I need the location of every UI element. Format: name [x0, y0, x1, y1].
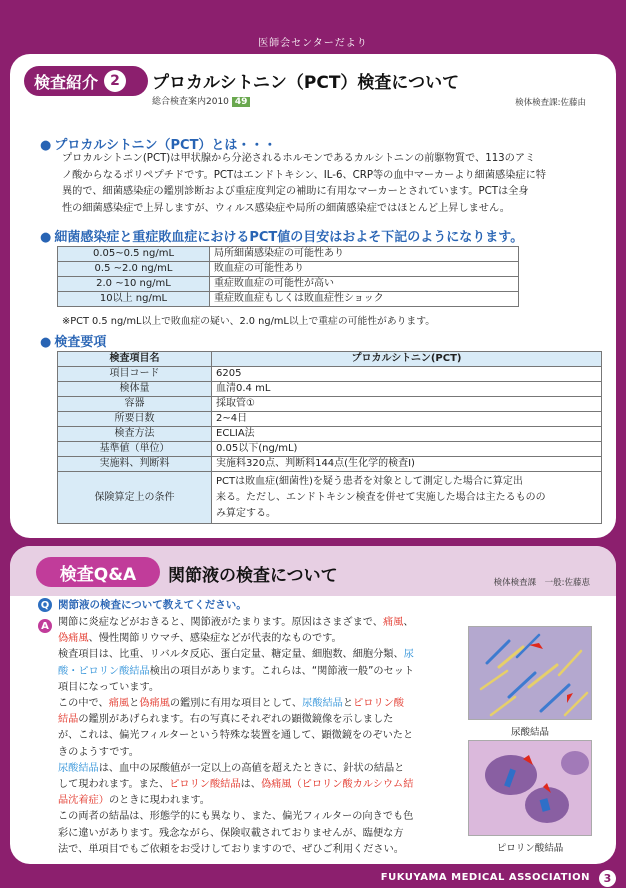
sec1-line: 異的で、細菌感染症の鑑別診断および重症度判定の補助に有用なマーカーとされています。PCTは全身	[62, 186, 529, 198]
answer-span: のときに現われます。	[108, 795, 210, 807]
table-row	[58, 292, 519, 307]
article2-title: 関節液の検査について	[168, 566, 338, 586]
answer-span: 関節に炎症などがおきると、関節液がたまります。原因はさまざまで、	[58, 617, 383, 628]
answer-span: と	[129, 698, 140, 710]
threshold-meaning: 敗血症の可能性あり	[210, 262, 519, 277]
article1-badge	[24, 66, 148, 96]
highlight-term: 痛風	[382, 617, 404, 628]
answer-span: の鑑別に有用な項目として、	[169, 698, 303, 710]
sec3-heading	[40, 331, 106, 350]
threshold-meaning: 重症敗血症もしくは敗血症性ショック	[210, 292, 519, 307]
table-row	[58, 382, 602, 397]
answer-line	[58, 647, 454, 663]
answer-span: は、血中の尿酸値が一定以上の高値を超えたときに、針状の結晶と	[98, 762, 405, 774]
sec1-paragraph	[62, 151, 584, 217]
spec-key: 検体量	[58, 382, 212, 397]
threshold-range: 2.0 ~10 ng/mL	[58, 277, 210, 292]
table-row	[58, 442, 602, 457]
spec-header-item: 検査項目名	[58, 352, 212, 367]
answer-line	[58, 826, 454, 842]
answer-span: 項目になっています。	[58, 681, 160, 693]
spec-value: ECLIA法	[212, 427, 602, 442]
table-row	[58, 472, 602, 524]
pyrophosphate-crystal-photo	[468, 740, 592, 836]
answer-span: この中で、	[58, 698, 109, 710]
insurance-line: PCTは敗血症(細菌性)を疑う患者を対象として測定した場合に算定出	[216, 475, 523, 487]
threshold-table	[57, 246, 519, 307]
threshold-range: 0.05~0.5 ng/mL	[58, 247, 210, 262]
photo2-caption: ピロリン酸結晶	[496, 843, 564, 854]
highlight-term: 晶沈着症）	[58, 795, 109, 807]
sec1-heading-text: プロカルシトニン（PCT）とは・・・	[54, 138, 277, 153]
answer-span: 検出の項目があります。これらは、“関節液一般”のセット	[149, 665, 415, 677]
spec-value: 血清0.4 mL	[212, 382, 602, 397]
answer-span: と	[342, 698, 354, 710]
highlight-term: ピロリン酸	[353, 698, 404, 710]
spec-key: 実施料、判断料	[58, 457, 212, 472]
table-row	[58, 397, 602, 412]
highlight-term: 尿酸結晶	[58, 762, 99, 774]
uric-acid-crystal-photo	[468, 626, 592, 720]
article1-author: 検体検査課:佐藤由	[515, 98, 586, 108]
table-row	[58, 427, 602, 442]
bullet-icon: ●	[40, 230, 52, 245]
sec1-line: 性の細菌感染症で上昇しますが、ウィルス感染症や局所の細菌感染症ではほとんど上昇しません。	[62, 202, 510, 214]
uric-acid-crystal-image	[469, 627, 592, 720]
threshold-meaning: 重症敗血症の可能性が高い	[210, 277, 519, 292]
spec-value: 実施料320点、判断料144点(生化学的検査I)	[212, 457, 602, 472]
answer-span: 、慢性関節リウマチ、感染症などが代表的なものです。	[88, 633, 342, 645]
answer-span: この両者の結晶は、形態学的にも異なり、また、偏光フィルターの向きでも色	[58, 811, 414, 823]
spec-value: 採取管①	[212, 397, 602, 412]
answer-text	[58, 615, 454, 858]
highlight-term: 尿	[403, 649, 414, 661]
sec1-line: プロカルシトニン(PCT)は甲状腺から分泌されるホルモンであるカルシトニンの前駆物質で、113のアミ	[62, 153, 536, 164]
insurance-line: み算定する。	[216, 507, 276, 519]
footer	[0, 868, 626, 888]
spec-key: 基準値（単位）	[58, 442, 212, 457]
insurance-label: 保険算定上の条件	[58, 472, 212, 524]
question-text: 関節液の検査について教えてください。	[58, 599, 247, 611]
page-number: 3	[599, 870, 616, 887]
footer-text: FUKUYAMA MEDICAL ASSOCIATION	[380, 872, 590, 883]
answer-span: は、	[240, 779, 261, 791]
answer-line	[58, 728, 454, 744]
bullet-icon: ●	[40, 335, 52, 350]
answer-span: 法で、単項目でもご依頼をお受けしておりますので、ぜひご利用ください。	[58, 843, 404, 855]
spec-value: 6205	[212, 367, 602, 382]
answer-line	[58, 615, 454, 631]
spec-value: 0.05以下(ng/mL)	[212, 442, 602, 457]
header-label: 医師会センターだより	[258, 38, 368, 49]
answer-line	[58, 680, 454, 696]
highlight-term: 尿酸結晶	[302, 698, 343, 710]
answer-span: して現われます。また、	[58, 779, 170, 791]
table-row	[58, 277, 519, 292]
table-row	[58, 262, 519, 277]
answer-span: の鑑別があげられます。右の写真にそれぞれの顕微鏡像を示しました	[78, 714, 394, 726]
article2-author: 検体検査課 一般:佐藤恵	[493, 578, 590, 588]
sec3-heading-text: 検査要項	[54, 335, 107, 350]
answer-line	[58, 696, 454, 712]
spec-header-value: プロカルシトニン(PCT)	[212, 352, 602, 367]
sec2-heading-text: 細菌感染症と重症敗血症におけるPCT値の目安はおよそ下記のようになります。	[54, 230, 524, 245]
answer-icon: A	[38, 619, 52, 633]
highlight-term: ピロリン酸結晶	[169, 779, 241, 791]
answer-span: きのようすです。	[58, 746, 139, 758]
highlight-term: 痛風	[108, 698, 130, 710]
question-icon: Q	[38, 598, 52, 612]
article1-title: プロカルシトニン（PCT）検査について	[152, 73, 460, 93]
photo1-caption: 尿酸結晶	[510, 727, 549, 738]
highlight-term: 結晶	[58, 714, 79, 726]
threshold-meaning: 局所細菌感染症の可能性あり	[210, 247, 519, 262]
answer-line	[58, 809, 454, 825]
insurance-line: 来る。ただし、エンドトキシン検査を併せて実施した場合は主たるものの	[216, 491, 546, 503]
answer-span: 彩に違いがあります。残念ながら、保険収載されておりませんが、臨便な方	[58, 827, 404, 839]
insurance-conditions	[212, 472, 602, 524]
threshold-note: ※PCT 0.5 ng/mL以上で敗血症の疑い、2.0 ng/mL以上で重症の可能性があります。	[62, 316, 436, 327]
answer-line	[58, 664, 454, 680]
article2-badge: 検査Q&A	[36, 557, 160, 587]
sec1-line: ノ酸からなるポリペプチドです。PCTはエンドトキシン、IL-6、CRP等の血中マーカーより細菌感染症に特	[62, 169, 546, 181]
highlight-term: 偽痛風	[139, 698, 170, 710]
answer-span: が、これは、偏光フィルターという特殊な装置を通して、顕微鏡をのぞいたと	[58, 730, 414, 742]
spec-value: 2~4日	[212, 412, 602, 427]
article1-series-num: 49	[232, 97, 251, 107]
table-row	[58, 367, 602, 382]
answer-line	[58, 842, 454, 858]
answer-line	[58, 777, 454, 793]
answer-line	[58, 712, 454, 728]
spec-key: 検査方法	[58, 427, 212, 442]
article1-badge-num: 2	[104, 70, 126, 92]
article1-series	[152, 94, 250, 107]
article1-series-label: 総合検査案内2010	[152, 97, 229, 107]
highlight-term: 偽痛風（ピロリン酸カルシウム結	[260, 779, 414, 791]
table-row	[58, 412, 602, 427]
spec-key: 容器	[58, 397, 212, 412]
spec-key: 所要日数	[58, 412, 212, 427]
answer-line	[58, 761, 454, 777]
answer-line	[58, 745, 454, 761]
answer-line	[58, 631, 454, 647]
table-row	[58, 457, 602, 472]
spec-table	[57, 351, 602, 524]
table-row	[58, 247, 519, 262]
threshold-range: 10以上 ng/mL	[58, 292, 210, 307]
threshold-range: 0.5 ~2.0 ng/mL	[58, 262, 210, 277]
pyrophosphate-crystal-image	[469, 741, 592, 836]
bullet-icon: ●	[40, 138, 52, 153]
sec2-heading	[40, 226, 523, 245]
table-header-row	[58, 352, 602, 367]
spec-key: 項目コード	[58, 367, 212, 382]
highlight-term: 偽痛風	[58, 633, 89, 645]
highlight-term: 酸・ピロリン酸結晶	[58, 665, 150, 677]
answer-span: 、	[403, 617, 414, 628]
article1-badge-label: 検査紹介	[34, 72, 99, 92]
answer-span: 検査項目は、比重、リバルタ反応、蛋白定量、糖定量、細胞数、細胞分類、	[58, 649, 404, 661]
answer-line	[58, 793, 454, 809]
